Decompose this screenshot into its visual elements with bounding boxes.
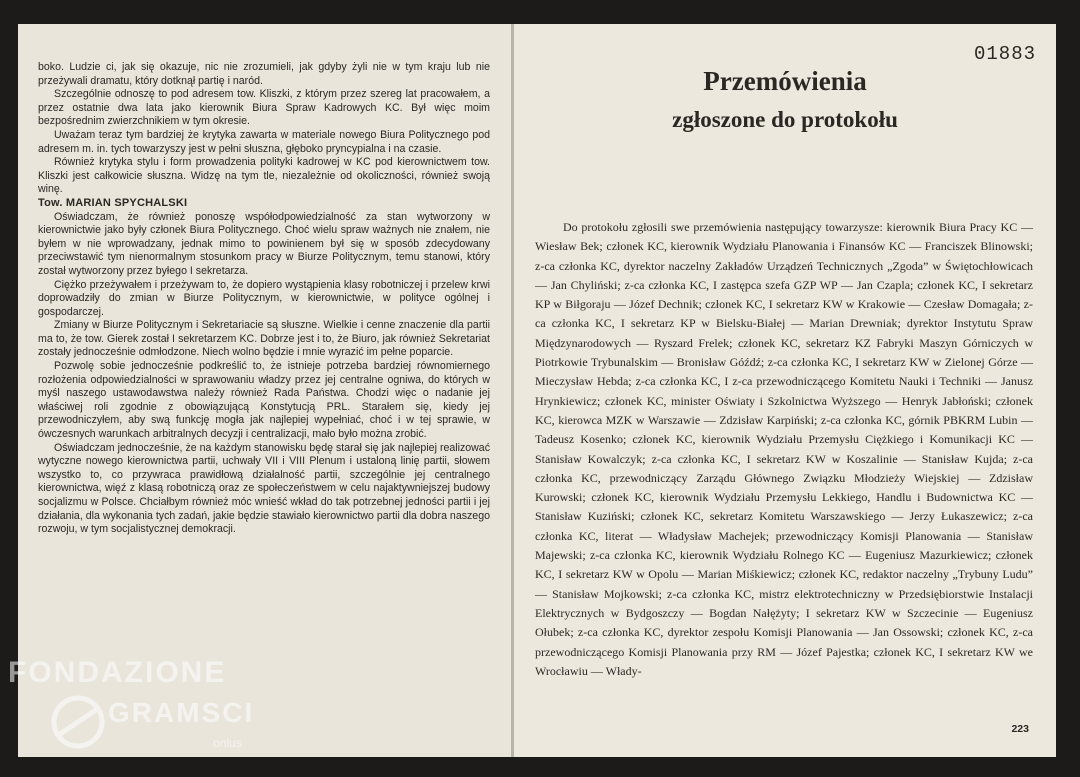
speaker-heading: Tow. MARIAN SPYCHALSKI [38,196,188,209]
page-subtitle: zgłoszone do protokołu [672,107,898,132]
left-page [18,24,511,757]
page-number: 223 [1011,723,1029,735]
paragraph: Również krytyka stylu i form prowadzenia polityki kadrowej w KC pod kierownictwem tow. Kliszki jest całkowicie słuszna. Widzę na tym tle, niezależnie od okoliczności, również swoją winę. [38,156,490,196]
watermark-line: GRAMSCI [108,697,255,728]
paragraph: Pozwolę sobie jednocześnie podkreślić to, że istnieje potrzeba bardziej równomiernego rozłożenia odpowiedzialności w sprawowaniu władzy przez jej centralne ogniwa, do których w myśl naszego ustawodawstwa należy również Rada Państwa. Chodzi więc o nadanie jej właściwej roli zgodnie z obowiązującą Konstytucją PRL. Starałem się, kiedy jej przewodniczyłem, aby swą funkcję mogła jak najlepiej wypełniać, choć i w tej sprawie, w ówczesnych warunkach arbitralnych decyzji i centralizacji, mało było można zrobić. [38,360,490,441]
right-page [514,24,1056,757]
watermark-line: FONDAZIONE [8,656,227,689]
watermark-logo-icon [50,694,106,750]
paragraph: Ciężko przeżywałem i przeżywam to, że dopiero wystąpienia klasy robotniczej i przelew krwi doprowadziły do zmian w Biurze Politycznym, w kierownictwie, w polityce ogólnej i gospodarczej. [38,278,490,318]
paragraph: Uważam teraz tym bardziej że krytyka zawarta w materiale nowego Biura Politycznego pod adresem m. in. tych towarzyszy jest w pełni słuszna, głęboko pryncypialna i na czasie. [38,128,490,155]
page-title: Przemówienia [703,66,867,96]
document-number: 01883 [973,43,1036,65]
paragraph: boko. Ludzie ci, jak się okazuje, nic nie zrozumieli, jak gdyby żyli nie w tym kraju lub nie przeżywali dramatu, który dotknął partię i naród. [38,61,490,87]
watermark-line: onlus [213,736,242,750]
paragraph: Oświadczam jednocześnie, że na każdym stanowisku będę starał się jak najlepiej realizować wytyczne nowego kierownictwa partii, uchwały VII i VIII Plenum i ustaloną linię partii, słowem wszystko to, co przywraca prawidłową działalność partii, szczególnie jej centralnego kierownictwa, więź z klasą robotniczą oraz ze społeczeństwem w celu najaktywniejszej budowy socjalizmu w Polsce. Chciałbym również móc wnieść wkład do tak potrzebnej jedności partii i jej działania, dla wykonania tych zadań, jakie będzie stawiało kierownictwo partii dla dobra naszego rozwoju, w tym socjalistycznej demokracji. [38,441,490,536]
paragraph: Zmiany w Biurze Politycznym i Sekretariacie są słuszne. Wielkie i cenne znaczenie dla partii ma to, że tow. Gierek został I sekretarzem KC. Dobrze jest i to, że Biuro, jak również Sekretariat zostały jednocześnie odmłodzone. Niech wolno będzie i mnie wyrazić im pełne poparcie. [38,319,490,359]
watermark [8,656,268,766]
paragraph: Do protokołu zgłosili swe przemówienia następujący towarzysze: kierownik Biura Pracy KC — Wiesław Bek; członek KC, kierownik Wydziału Planowania i Finansów KC — Franciszek Blinowski; z-ca członka KC, dyrektor naczelny Zakładów Urządzeń Technicznych „Zgoda” w Świętochłowicach — Jan Chyliński; z-ca członka KC, I zastępca szefa GZP WP — Jan Czapla; członek KC, I sekretarz KP w Biłgoraju — Józef Dechnik; członek KC, I sekretarz KW w Krakowie — Czesław Domagała; z-ca członka KC, I sekretarz KP w Bielsku-Białej — Marian Drewniak; dyrektor Instytutu Spraw Międzynarodowych — Ryszard Frelek; członek KC, sekretarz KZ Fabryki Maszyn Górniczych w Piotrkowie Trybunalskim — Bronisław Góźdź; z-ca członka KC, I sekretarz KW w Zielonej Górze — Mieczysław Hebda; z-ca członka KC, I z-ca przewodniczącego Komitetu Nauki i Techniki — Janusz Hrynkiewicz; członek KC, minister Oświaty i Szkolnictwa Wyższego — Henryk Jabłoński; członek KC, kierowca MZK w Warszawie — Zdzisław Karpiński; z-ca członka KC, górnik PBKRM Lubin — Tadeusz Kosenko; członek KC, kierownik Wydziału Przemysłu Ciężkiego i Komunikacji KC — Stanisław Kowalczyk; z-ca członka KC, I sekretarz KW w Koszalinie — Stanisław Kujda; z-ca członka KC, przewodniczący Zarządu Głównego Związku Młodzieży Wiejskiej — Zdzisław Kurowski; członek KC, kierownik Wydziału Przemysłu Lekkiego, Handlu i Budownictwa KC — Stanisław Kuziński; członek KC, sekretarz Komitetu Warszawskiego — Jerzy Łukaszewicz; z-ca członka KC, literat — Władysław Machejek; przewodniczący Komisji Planowania — Stanisław Majewski; z-ca członka KC, kierownik Wydziału Rolnego KC — Eugeniusz Mazurkiewicz; członek KC, I sekretarz KW w Opolu — Marian Miśkiewicz; członek KC, redaktor naczelny „Trybuny Ludu” — Stanisław Mojkowski; z-ca członka KC, mistrz elektrotechniczny w Przedsiębiorstwie Instalacji Elektrycznych w Bydgoszczy — Bogdan Nałężyty; I sekretarz KW w Szczecinie — Eugeniusz Ołubek; z-ca członka KC, dyrektor zespołu Komisji Planowania — Jan Ossowski; członek KC, z-ca przewodniczącego Komisji Planowania przy RM — Józef Pajestka; członek KC, I sekretarz KW we Wrocławiu — Włady- [535,220,1033,678]
left-text-column [38,61,490,537]
paragraph: Szczególnie odnoszę to pod adresem tow. Kliszki, z którym przez szereg lat pracowałem, a przez ostatnie dwa lata jako kierownik Biura Spraw Kadrowych KC. Był więc moim bezpośrednim zwierzchnikiem w tym okresie. [38,88,490,128]
right-text-column [535,218,1033,681]
paragraph: Oświadczam, że również ponoszę współodpowiedzialność za stan wytworzony w kierownictwie jako były członek Biura Politycznego. Choć wielu spraw ważnych nie znałem, nie byłem w nie wprowadzany, jednak mimo to powinienem był się w sposób zdecydowany przeciwstawić tym nienormalnym stosunkom pracy w Biurze Politycznym, temu stanowi, który został wytworzony przez byłego I sekretarza. [38,210,490,277]
